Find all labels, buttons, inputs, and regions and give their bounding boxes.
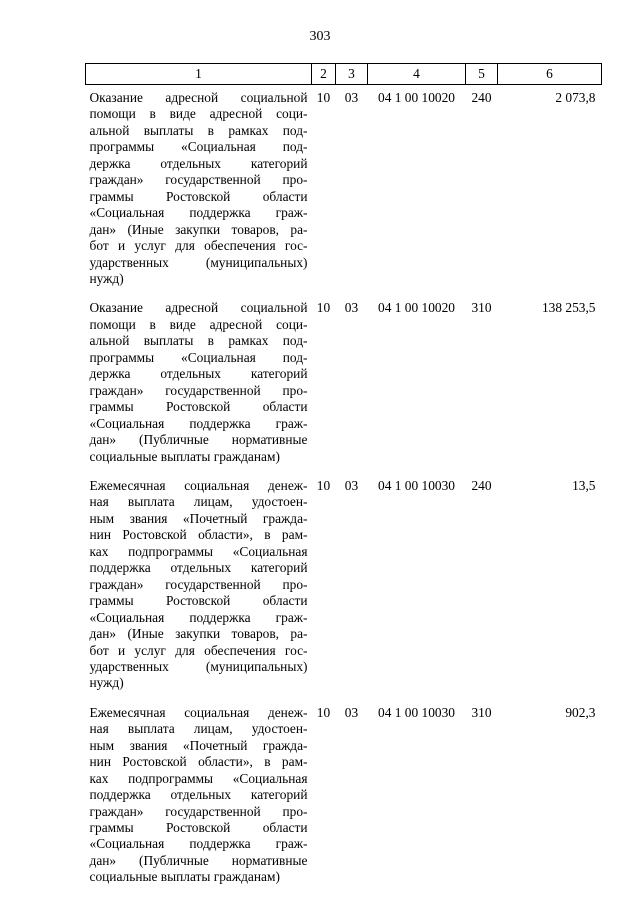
row-amount: 13,5 <box>572 477 596 493</box>
description-line: нин Ростовской области», в рам- <box>89 527 308 543</box>
table-body <box>86 85 602 894</box>
description-line: дан» (Иные закупки товаров, ра- <box>89 221 308 237</box>
header-col-6: 6 <box>498 64 602 85</box>
page-number: 303 <box>309 29 331 44</box>
description-line: ках подпрограммы «Социальная <box>89 543 308 559</box>
header-col-4: 4 <box>368 64 466 85</box>
row-target-code: 04 1 00 10020 <box>378 90 455 105</box>
table-row <box>86 295 602 473</box>
description-line: ках подпрограммы «Социальная <box>89 770 308 786</box>
budget-table <box>85 63 602 894</box>
row-section: 10 <box>316 477 331 493</box>
description-line: Ежемесячная социальная денеж- <box>89 477 308 493</box>
description-line: ная выплата лицам, удостоен- <box>89 721 308 737</box>
row-expense-type: 310 <box>471 300 492 316</box>
description-line: ным звания «Почетный гражда- <box>89 737 308 753</box>
header-col-5: 5 <box>466 64 498 85</box>
row-expense-type: 240 <box>471 90 492 105</box>
description-line: ударственных (муниципальных) <box>89 254 308 270</box>
header-col-3: 3 <box>336 64 368 85</box>
description-line: ударственных (муниципальных) <box>89 658 308 674</box>
description-line: граммы Ростовской области <box>89 399 308 415</box>
description-line: Оказание адресной социальной <box>89 90 308 105</box>
description-line: программы «Социальная под- <box>89 349 308 365</box>
description-line: «Социальная поддержка граж- <box>89 415 308 431</box>
description-line: дан» (Публичные нормативные <box>89 852 308 868</box>
description-line: бот и услуг для обеспечения гос- <box>89 642 308 658</box>
row-section: 10 <box>316 704 331 720</box>
description-line: граммы Ростовской области <box>89 188 308 204</box>
description-line: программы «Социальная под- <box>89 139 308 155</box>
row-target-code: 04 1 00 10020 <box>378 300 455 316</box>
description-line: держка отдельных категорий <box>89 155 308 171</box>
header-col-1: 1 <box>86 64 312 85</box>
description-line: поддержка отдельных категорий <box>89 560 308 576</box>
description-line: социальные выплаты гражданам) <box>89 448 280 464</box>
row-section: 10 <box>316 90 331 105</box>
description-line: Ежемесячная социальная денеж- <box>89 704 308 720</box>
description-line: граждан» государственной про- <box>89 576 308 592</box>
description-line: дан» (Иные закупки товаров, ра- <box>89 626 308 642</box>
description-line: социальные выплаты гражданам) <box>89 869 280 885</box>
table-header <box>86 64 602 85</box>
row-description <box>86 700 312 894</box>
header-col-2: 2 <box>312 64 336 85</box>
row-section: 10 <box>316 300 331 316</box>
table-row <box>86 85 602 296</box>
row-description <box>86 295 312 473</box>
description-line: ным звания «Почетный гражда- <box>89 510 308 526</box>
description-line: нужд) <box>89 270 124 286</box>
row-subsection: 03 <box>344 477 359 493</box>
row-description <box>86 473 312 700</box>
description-line: альной выплаты в рамках под- <box>89 333 308 349</box>
table-row <box>86 700 602 894</box>
row-subsection: 03 <box>344 300 359 316</box>
description-line: ная выплата лицам, удостоен- <box>89 494 308 510</box>
description-line: нин Ростовской области», в рам- <box>89 754 308 770</box>
header-row <box>86 64 602 85</box>
description-line: граждан» государственной про- <box>89 172 308 188</box>
description-line: держка отдельных категорий <box>89 366 308 382</box>
description-line: «Социальная поддержка граж- <box>89 205 308 221</box>
row-expense-type: 310 <box>471 704 492 720</box>
description-line: «Социальная поддержка граж- <box>89 609 308 625</box>
description-line: альной выплаты в рамках под- <box>89 122 308 138</box>
description-line: бот и услуг для обеспечения гос- <box>89 238 308 254</box>
row-subsection: 03 <box>344 90 359 105</box>
row-amount: 138 253,5 <box>541 300 596 316</box>
description-line: граждан» государственной про- <box>89 803 308 819</box>
description-line: граждан» государственной про- <box>89 382 308 398</box>
row-amount: 902,3 <box>565 704 596 720</box>
row-amount: 2 073,8 <box>555 90 596 105</box>
row-target-code: 04 1 00 10030 <box>378 704 455 720</box>
description-line: граммы Ростовской области <box>89 593 308 609</box>
row-expense-type: 240 <box>471 477 492 493</box>
description-line: помощи в виде адресной соци- <box>89 316 308 332</box>
description-line: граммы Ростовской области <box>89 820 308 836</box>
row-target-code: 04 1 00 10030 <box>378 477 455 493</box>
description-line: нужд) <box>89 675 124 691</box>
description-line: поддержка отдельных категорий <box>89 787 308 803</box>
row-subsection: 03 <box>344 704 359 720</box>
description-line: «Социальная поддержка граж- <box>89 836 308 852</box>
table-row <box>86 473 602 700</box>
description-line: помощи в виде адресной соци- <box>89 106 308 122</box>
description-line: Оказание адресной социальной <box>89 300 308 316</box>
description-line: дан» (Публичные нормативные <box>89 432 308 448</box>
row-description <box>86 85 312 296</box>
